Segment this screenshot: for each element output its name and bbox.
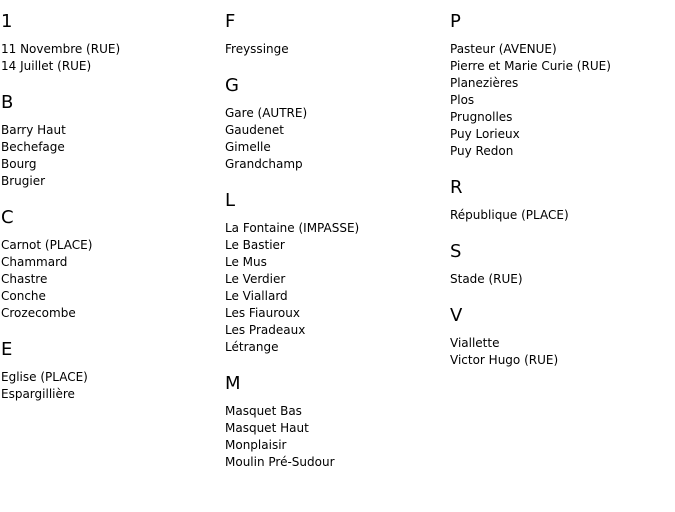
letter-group bbox=[225, 190, 450, 356]
street-link[interactable]: Brugier bbox=[1, 174, 46, 188]
street-link[interactable]: Freyssinge bbox=[225, 42, 289, 56]
letter-group bbox=[450, 305, 675, 369]
letter-heading: L bbox=[225, 190, 236, 211]
street-list bbox=[450, 271, 675, 288]
street-index-column-1 bbox=[1, 0, 226, 420]
letter-group bbox=[225, 11, 450, 58]
letter-group bbox=[1, 207, 226, 322]
street-list bbox=[450, 41, 675, 160]
street-list bbox=[225, 41, 450, 58]
street-list bbox=[1, 369, 226, 403]
street-link[interactable]: 14 Juillet (RUE) bbox=[1, 59, 92, 73]
street-link[interactable]: Le Bastier bbox=[225, 238, 285, 252]
letter-group bbox=[450, 177, 675, 224]
letter-heading: G bbox=[225, 75, 239, 96]
street-link[interactable]: Puy Redon bbox=[450, 144, 514, 158]
street-link[interactable]: Carnot (PLACE) bbox=[1, 238, 93, 252]
street-link[interactable]: Les Pradeaux bbox=[225, 323, 306, 337]
street-link[interactable]: Eglise (PLACE) bbox=[1, 370, 88, 384]
street-link[interactable]: Létrange bbox=[225, 340, 279, 354]
letter-heading: V bbox=[450, 305, 463, 326]
street-link[interactable]: Masquet Haut bbox=[225, 421, 309, 435]
street-link[interactable]: Crozecombe bbox=[1, 306, 76, 320]
letter-heading: F bbox=[225, 11, 236, 32]
street-list bbox=[225, 403, 450, 471]
street-list bbox=[1, 237, 226, 322]
street-list bbox=[225, 220, 450, 356]
street-list bbox=[1, 41, 226, 75]
street-link[interactable]: 11 Novembre (RUE) bbox=[1, 42, 121, 56]
street-index-column-3 bbox=[450, 0, 675, 386]
street-link[interactable]: Pasteur (AVENUE) bbox=[450, 42, 557, 56]
street-link[interactable]: Masquet Bas bbox=[225, 404, 302, 418]
street-link[interactable]: Plos bbox=[450, 93, 475, 107]
street-link[interactable]: Gaudenet bbox=[225, 123, 284, 137]
street-list bbox=[1, 122, 226, 190]
letter-heading: C bbox=[1, 207, 14, 228]
street-link[interactable]: Gare (AUTRE) bbox=[225, 106, 308, 120]
street-link[interactable]: Planezières bbox=[450, 76, 519, 90]
letter-group bbox=[1, 11, 226, 75]
street-link[interactable]: Bourg bbox=[1, 157, 37, 171]
street-link[interactable]: Grandchamp bbox=[225, 157, 303, 171]
letter-heading: P bbox=[450, 11, 461, 32]
letter-heading: M bbox=[225, 373, 241, 394]
street-list bbox=[450, 335, 675, 369]
street-index-column-2 bbox=[225, 0, 450, 488]
street-list bbox=[225, 105, 450, 173]
street-link[interactable]: Moulin Pré-Sudour bbox=[225, 455, 335, 469]
street-link[interactable]: Viallette bbox=[450, 336, 500, 350]
street-link[interactable]: Les Fiauroux bbox=[225, 306, 300, 320]
street-link[interactable]: Prugnolles bbox=[450, 110, 513, 124]
street-link[interactable]: Monplaisir bbox=[225, 438, 287, 452]
street-link[interactable]: Gimelle bbox=[225, 140, 271, 154]
street-link[interactable]: Puy Lorieux bbox=[450, 127, 520, 141]
letter-group bbox=[225, 75, 450, 173]
letter-group bbox=[1, 92, 226, 190]
letter-heading: S bbox=[450, 241, 462, 262]
street-link[interactable]: Chammard bbox=[1, 255, 68, 269]
street-link[interactable]: Stade (RUE) bbox=[450, 272, 523, 286]
street-link[interactable]: Espargillière bbox=[1, 387, 75, 401]
street-link[interactable]: Barry Haut bbox=[1, 123, 66, 137]
letter-group bbox=[225, 373, 450, 471]
letter-group bbox=[1, 339, 226, 403]
letter-heading: E bbox=[1, 339, 13, 360]
street-link[interactable]: Pierre et Marie Curie (RUE) bbox=[450, 59, 611, 73]
street-link[interactable]: Le Verdier bbox=[225, 272, 286, 286]
letter-heading: B bbox=[1, 92, 14, 113]
street-link[interactable]: Bechefage bbox=[1, 140, 65, 154]
street-link[interactable]: La Fontaine (IMPASSE) bbox=[225, 221, 360, 235]
street-list bbox=[450, 207, 675, 224]
street-link[interactable]: Chastre bbox=[1, 272, 48, 286]
street-link[interactable]: République (PLACE) bbox=[450, 208, 569, 222]
letter-heading: R bbox=[450, 177, 463, 198]
letter-group bbox=[450, 11, 675, 160]
letter-group bbox=[450, 241, 675, 288]
letter-heading: 1 bbox=[1, 11, 13, 32]
street-link[interactable]: Conche bbox=[1, 289, 46, 303]
street-link[interactable]: Le Viallard bbox=[225, 289, 288, 303]
street-link[interactable]: Victor Hugo (RUE) bbox=[450, 353, 559, 367]
street-link[interactable]: Le Mus bbox=[225, 255, 267, 269]
